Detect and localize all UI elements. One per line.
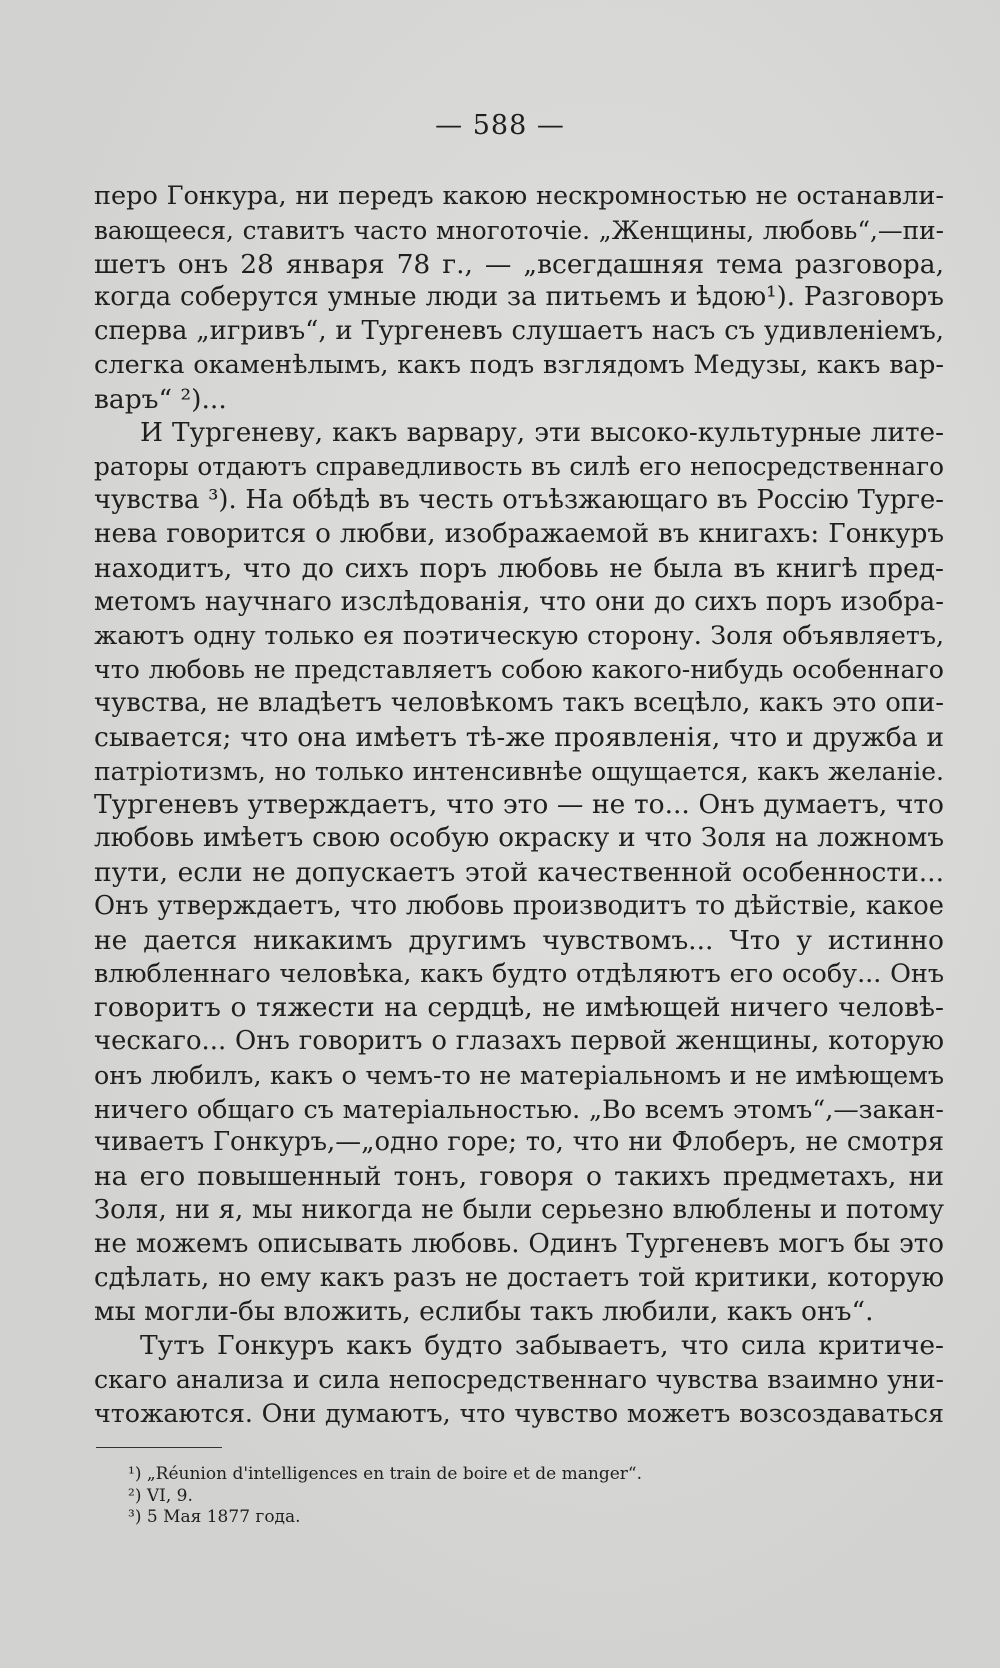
text-line: не можемъ описывать любовь. Одинъ Тургеневъ могъ бы это — [94, 1228, 944, 1259]
text-line: чиваетъ Гонкуръ,—„одно горе; то, что ни Флоберъ, не смотря — [94, 1127, 944, 1158]
text-line: чтожаются. Они думаютъ, что чувство можетъ возсоздаваться — [94, 1397, 944, 1428]
text-line: ничего общаго съ матеріальностью. „Во всемъ этомъ“,—закан- — [94, 1093, 944, 1124]
footnote-3: ³) 5 Мая 1877 года. — [128, 1507, 301, 1527]
footnotes — [128, 1464, 928, 1529]
text-line: мы могли-бы вложить, еслибы такъ любили, какъ онъ“. — [94, 1296, 874, 1328]
text-line: варъ“ ²)... — [94, 383, 227, 415]
text-line: сывается; что она имѣетъ тѣ-же проявленія, что и дружба и — [94, 721, 944, 753]
text-line: не дается никакимъ другимъ чувствомъ... Что у истинно — [94, 924, 944, 956]
text-line: сдѣлать, но ему какъ разъ не достаетъ той критики, которую — [94, 1262, 944, 1293]
text-line: говоритъ о тяжести на сердцѣ, не имѣющей ничего человѣ- — [94, 992, 944, 1024]
text-line: любовь имѣетъ свою особую окраску и что Золя на ложномъ — [94, 823, 944, 854]
text-line: когда соберутся умные люди за питьемъ и ѣдою¹). Разговоръ — [94, 282, 944, 313]
footnote-divider — [96, 1447, 222, 1448]
text-line: скаго анализа и сила непосредственнаго чувства взаимно уни- — [94, 1364, 944, 1394]
text-line: влюбленнаго человѣка, какъ будто отдѣляютъ его особу... Онъ — [94, 958, 944, 989]
text-line: сперва „игривъ“, и Тургеневъ слушаетъ насъ съ удивленіемъ, — [94, 316, 944, 347]
page-number: — 588 — — [435, 110, 565, 141]
text-line: метомъ научнаго изслѣдованія, что они до сихъ поръ изобра- — [94, 586, 944, 617]
text-line: что любовь не представляетъ собою какого-нибудь особеннаго — [94, 655, 944, 685]
text-line: Золя, ни я, мы никогда не были серьезно влюблены и потому — [94, 1194, 944, 1225]
footnote-1: ¹) „Réunion d'intelligences en train de boire et de manger“. — [128, 1464, 642, 1484]
text-line: Онъ утверждаетъ, что любовь производитъ то дѣйствіе, какое — [94, 890, 944, 921]
text-line: пути, если не допускаетъ этой качественной особенности... — [94, 856, 944, 888]
main-text — [94, 180, 944, 1430]
text-line: Тургеневъ утверждаетъ, что это — не то... Онъ думаетъ, что — [94, 789, 944, 821]
text-line: на его повышенный тонъ, говоря о такихъ предметахъ, ни — [94, 1161, 944, 1193]
text-line: И Тургеневу, какъ варвару, эти высоко-культурные лите- — [140, 417, 944, 448]
text-line: чувства, не владѣетъ человѣкомъ такъ всецѣло, какъ это опи- — [94, 687, 944, 718]
text-line: находитъ, что до сихъ поръ любовь не была въ книгѣ пред- — [94, 552, 944, 584]
text-line: вающееся, ставитъ часто многоточіе. „Женщины, любовь“,—пи- — [94, 215, 944, 245]
text-line: чувства ³). На обѣдѣ въ честь отъѣзжающаго въ Россію Турге- — [94, 485, 944, 516]
text-line: Тутъ Гонкуръ какъ будто забываетъ, что сила критиче- — [140, 1330, 944, 1362]
text-line: ческаго... Онъ говоритъ о глазахъ первой женщины, которую — [94, 1025, 944, 1056]
text-line: жаютъ одну только ея поэтическую сторону. Золя объявляетъ, — [94, 621, 944, 651]
text-line: перо Гонкура, ни передъ какою нескромностью не останавли- — [94, 181, 944, 211]
text-line: раторы отдаютъ справедливость въ силѣ его непосредственнаго — [94, 452, 944, 482]
text-line: патріотизмъ, но только интенсивнѣе ощущается, какъ желаніе. — [94, 756, 944, 786]
text-line: шетъ онъ 28 января 78 г., — „всегдашняя тема разговора, — [94, 248, 944, 280]
text-line: слегка окаменѣлымъ, какъ подъ взглядомъ Медузы, какъ вар- — [94, 349, 944, 380]
text-line: нева говорится о любви, изображаемой въ книгахъ: Гонкуръ — [94, 518, 944, 549]
text-line: онъ любилъ, какъ о чемъ-то не матеріальномъ и не имѣющемъ — [94, 1059, 944, 1090]
footnote-2: ²) VI, 9. — [128, 1485, 193, 1506]
